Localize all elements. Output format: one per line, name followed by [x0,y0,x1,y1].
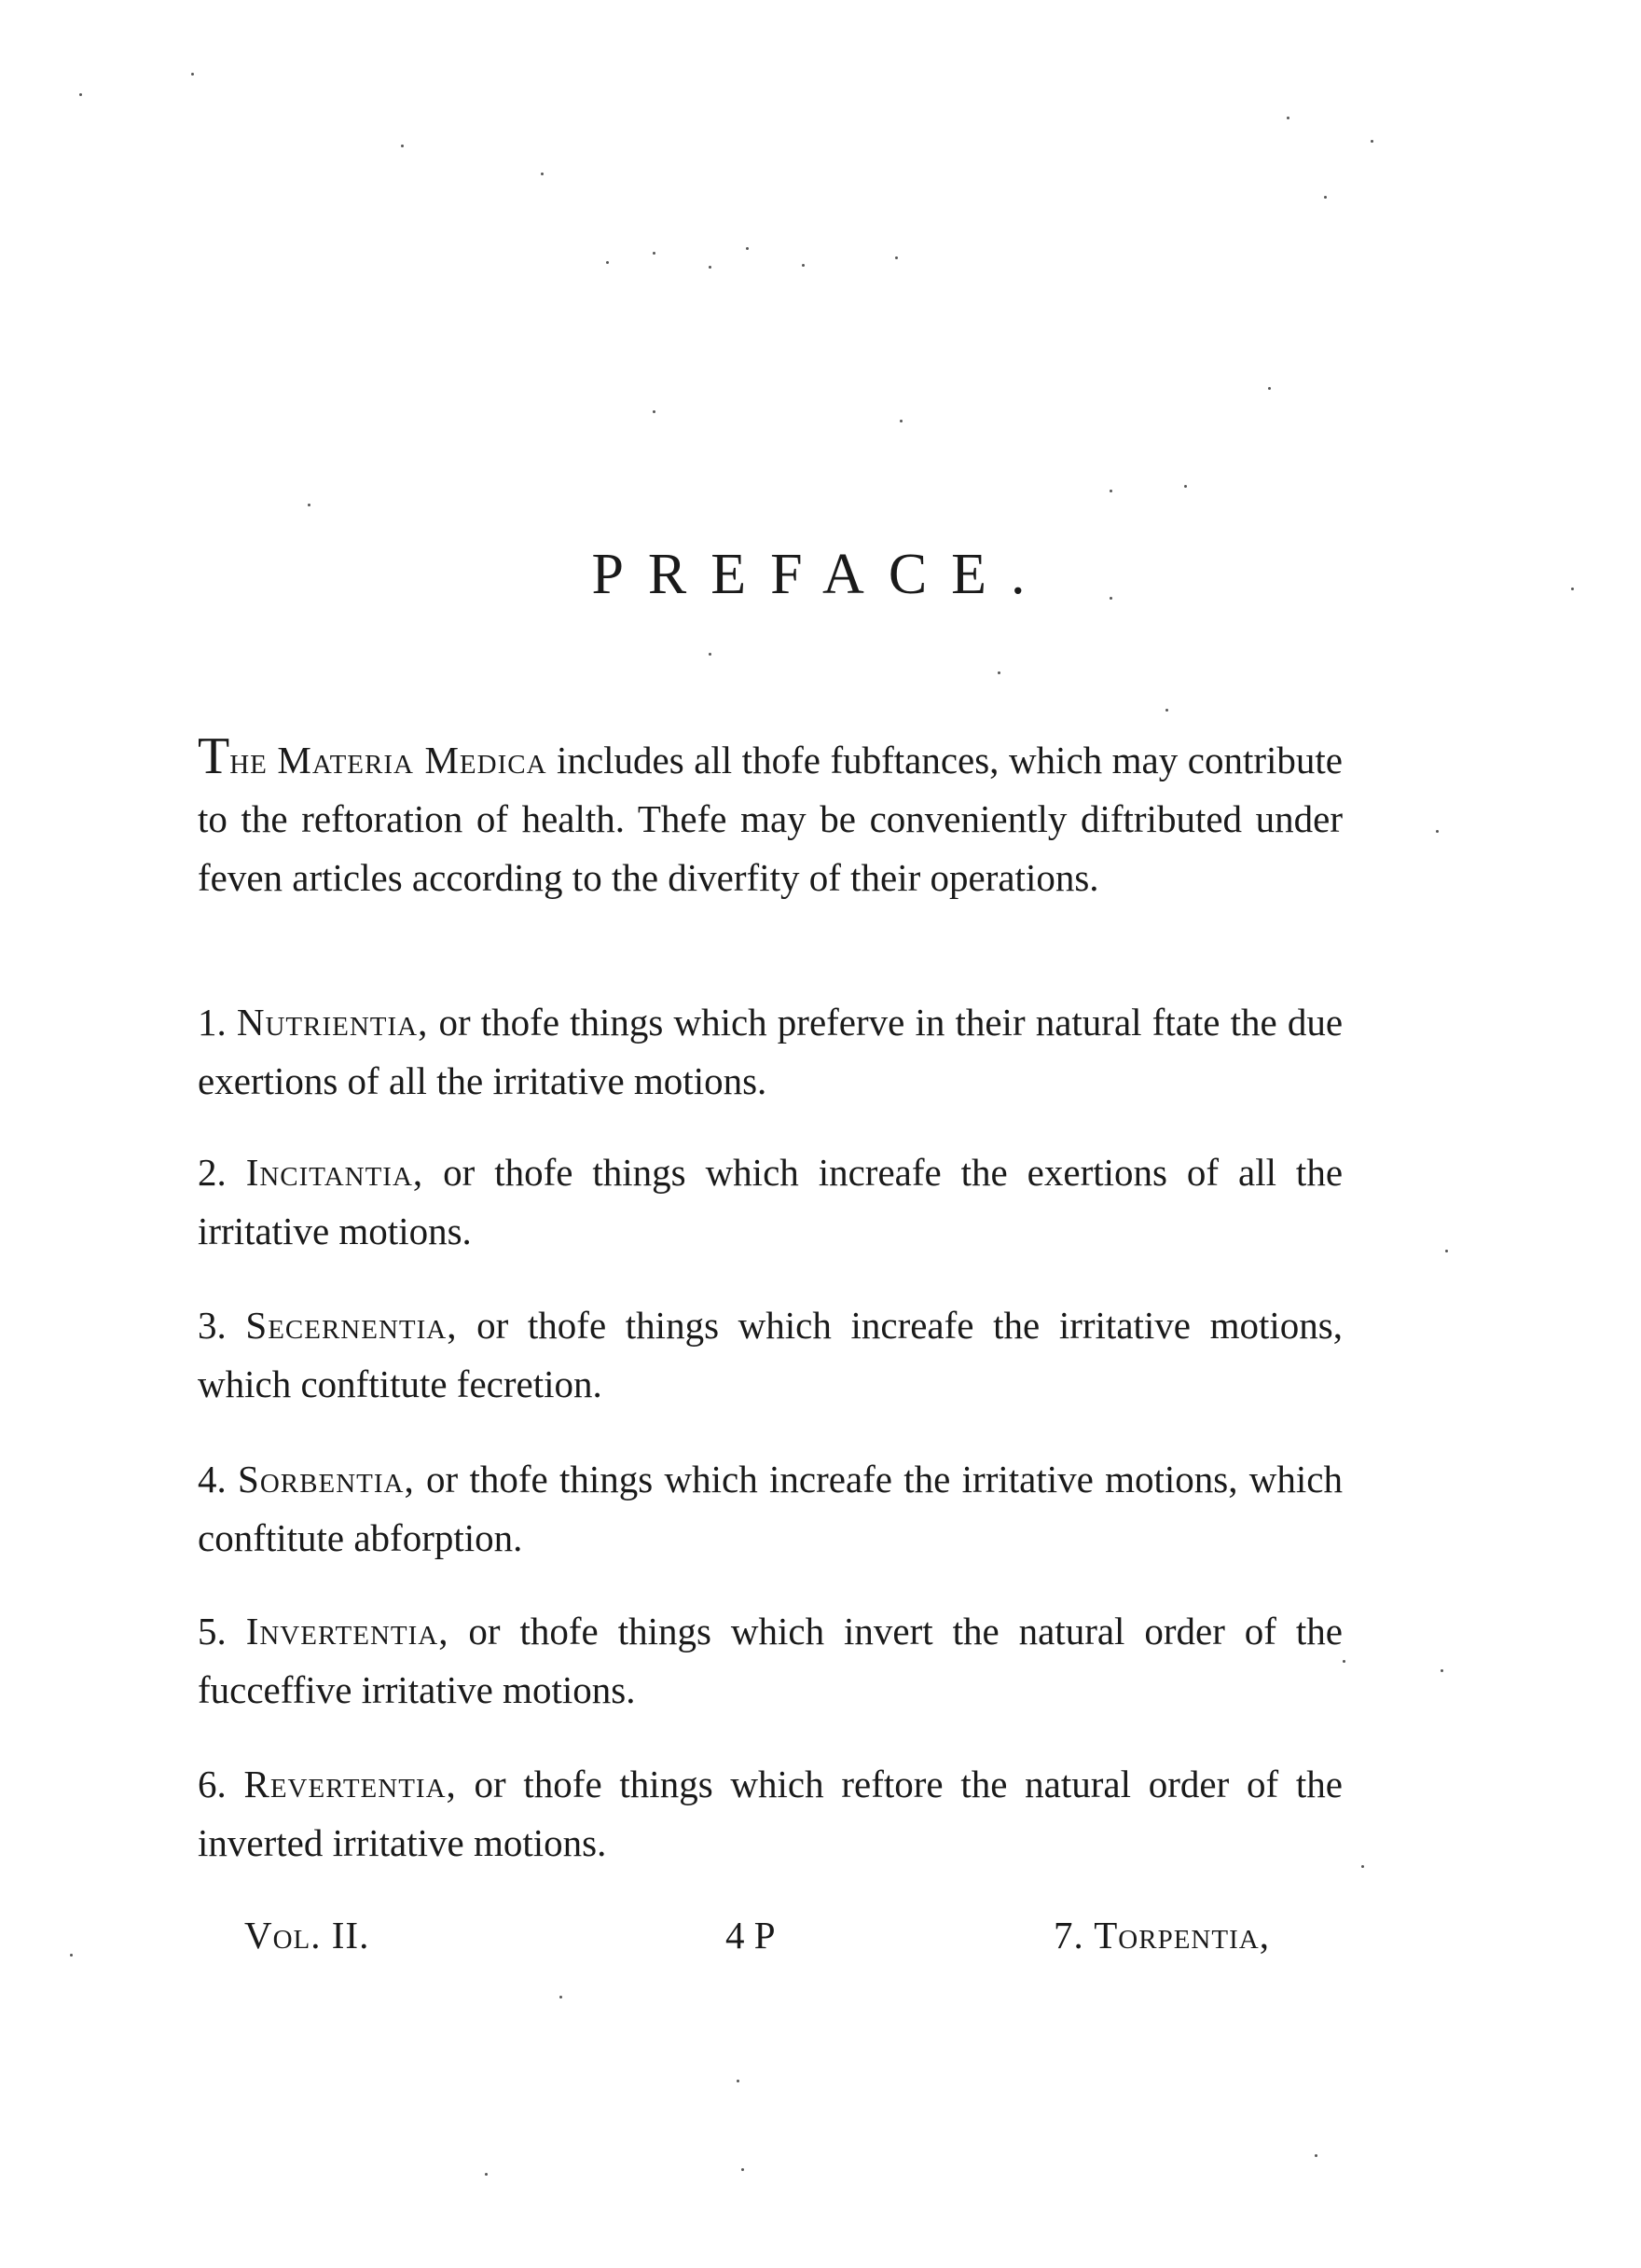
scan-speck [1184,485,1187,488]
scan-speck [802,264,805,267]
article-number: 2. [198,1151,227,1194]
scan-speck [308,504,310,506]
scan-speck [1324,196,1327,199]
scan-speck [741,2168,744,2171]
article-term: Incitantia, [245,1151,424,1194]
article-number: 5. [198,1610,227,1653]
scan-speck [79,93,82,96]
scan-speck [541,173,544,175]
scan-speck [1165,709,1168,712]
catchword: 7. Torpentia, [1054,1914,1270,1957]
scan-speck [606,261,609,264]
scan-speck [900,420,903,422]
article-term: Nutrientia, [236,1001,429,1044]
scan-speck [401,145,404,147]
scan-speck [1371,140,1373,143]
intro-text: includes all thofe fubftances, which may contribute to the reftoration of health. Thefe may be conveniently diftributed under feven articles according to the diverfity of their operations. [198,739,1343,899]
scan-speck [746,247,749,250]
scan-speck [998,671,1000,674]
intro-term: Materia Medica [277,739,547,781]
scan-speck [1343,1660,1345,1663]
scan-speck [559,1996,562,1998]
article-number: 6. [198,1763,227,1805]
article-number: 1. [198,1001,227,1044]
article-2 [198,1143,1343,1261]
scan-speck [1287,117,1289,119]
scan-speck [709,266,711,269]
article-term: Secernentia, [245,1304,458,1347]
article-text: or thofe things which increafe the exertions of all the irritative motions. [198,1151,1344,1252]
scan-speck [1110,490,1112,492]
scan-speck [1315,2154,1317,2157]
article-text: or thofe things which invert the natural order of the fucceffive irritative motions. [198,1610,1343,1711]
article-5 [198,1602,1343,1720]
scan-speck [653,410,655,413]
scan-speck [709,653,711,656]
intro-lead: he [229,739,268,781]
article-4 [198,1450,1343,1568]
scan-speck [895,256,898,259]
scan-speck [653,252,655,255]
scan-speck [485,2173,488,2176]
article-1 [198,993,1343,1111]
article-term: Invertentia, [245,1610,449,1653]
scan-speck [1445,1250,1448,1252]
scan-speck [1361,1865,1364,1868]
drop-cap: T [198,727,230,785]
article-6 [198,1755,1343,1873]
article-3 [198,1296,1343,1414]
article-text: or thofe things which preferve in their natural ftate the due exertions of all the irritative motions. [198,1001,1344,1102]
scan-speck [1268,387,1271,390]
signature-mark: 4 P [725,1914,776,1957]
article-text: or thofe things which increafe the irritative motions, which conftitute fecretion. [198,1304,1344,1405]
article-term: Revertentia, [243,1763,457,1805]
intro-paragraph [198,727,1343,907]
scan-speck [191,73,194,76]
article-term: Sorbentia, [238,1458,415,1500]
volume-number: Vol. II. [244,1914,370,1957]
scan-speck [1441,1669,1443,1672]
article-text: or thofe things which increafe the irritative motions, which conftitute abforption. [198,1458,1343,1559]
scan-speck [1436,830,1439,833]
article-number: 3. [198,1304,227,1347]
page-title: PREFACE. [591,543,1050,606]
article-text: or thofe things which reftore the natural order of the inverted irritative motions. [198,1763,1343,1864]
scan-speck [737,2080,739,2082]
article-number: 4. [198,1458,227,1500]
scan-speck [70,1954,73,1957]
